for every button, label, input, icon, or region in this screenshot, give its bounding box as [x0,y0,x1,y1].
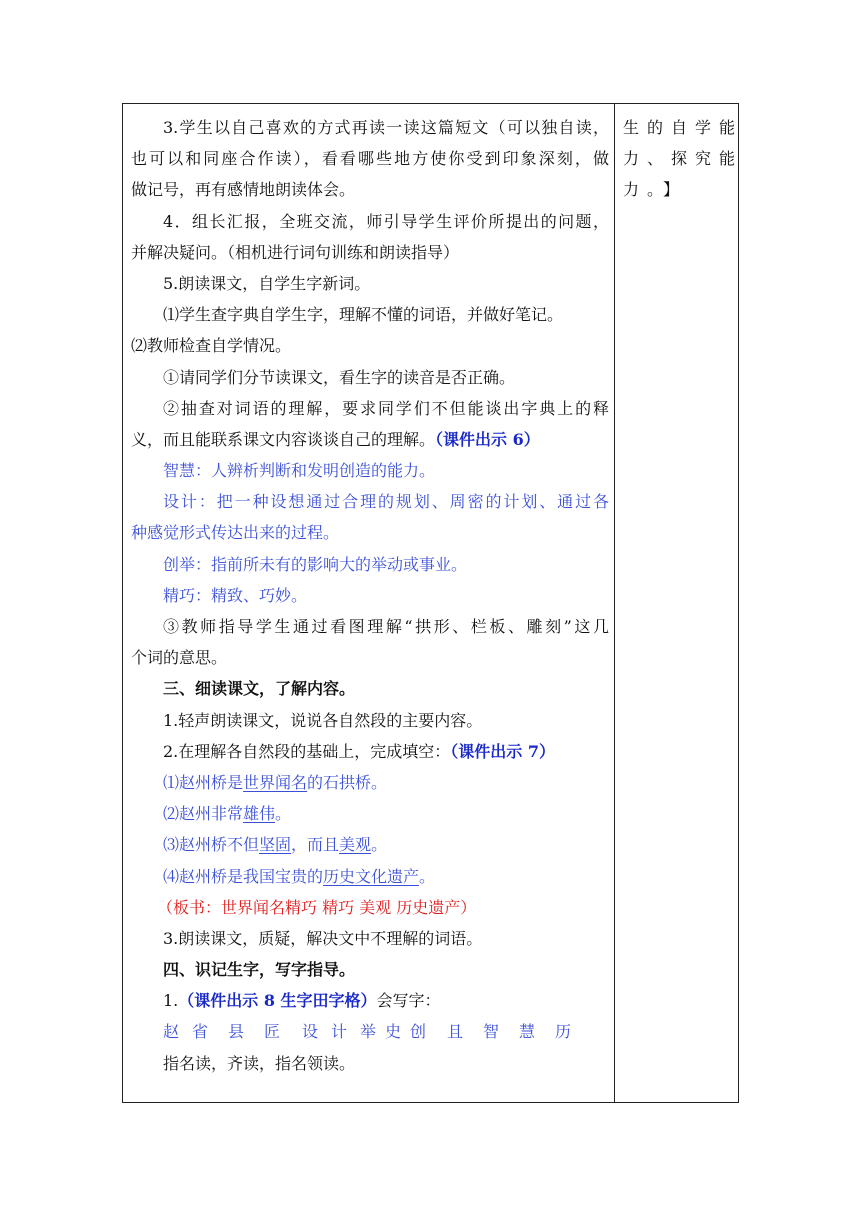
fill-blank-line [131,861,609,892]
paragraph-line: 并解决疑问。（相机进行词句训练和朗读指导） [131,242,460,262]
character: 计 [331,1022,348,1042]
character: 史 [385,1022,402,1042]
blank-text: 的石拱桥。 [307,772,388,792]
paragraph-line: ⑴学生查字典自学生字，理解不懂的词语，并做好笔记。 [163,305,564,325]
paragraph-text: 2.在理解各自然段的基础上，完成填空： [163,741,451,761]
blank-text: ⑵赵州非常 [163,804,244,824]
blank-text: 。 [275,804,292,824]
paragraph-text: 会写字： [376,991,441,1011]
courseware-label: （课件出示 7） [450,741,555,761]
blank-answer: 坚固 [259,835,292,855]
blank-text: ⑷赵州桥是我国宝贵的 [163,866,324,886]
column-divider [614,104,615,1102]
side-note-line: 生的自学能 [623,118,744,137]
paragraph-line: 3.学生以自己喜欢的方式再读一读这篇短文（可以独自读， [163,118,609,137]
paragraph-text: 义，而且能联系课文内容谈谈自己的理解。 [131,429,436,449]
lesson-table [122,103,744,1103]
blank-text: ⑴赵州桥是 [163,772,244,792]
section-heading: 三、细读课文，了解内容。 [163,679,356,699]
blank-answer: 美观 [339,835,372,855]
definition-line: 创举：指前所未有的影响大的举动或事业。 [163,554,468,574]
courseware-label: （课件出示 6） [435,429,540,449]
character: 历 [555,1022,572,1042]
blank-text: ⑶赵州桥不但 [163,835,260,855]
paragraph-line [131,985,609,1016]
fill-blank-line [131,798,609,829]
paragraph-line: 1.轻声朗读课文，说说各自然段的主要内容。 [163,710,483,730]
paragraph-line: ②抽查对词语的理解，要求同学们不但能谈出字典上的释 [163,398,609,418]
side-note-line: 力、探究能 [623,149,744,169]
board-note: （板书：世界闻名精巧 精巧 美观 历史遗产） [157,897,477,917]
character-list [131,1016,609,1047]
character: 举 [360,1022,377,1042]
character: 省 [192,1022,209,1042]
character: 智 [483,1022,500,1042]
paragraph-line: 4．组长汇报，全班交流，师引导学生评价所提出的问题， [163,211,609,231]
paragraph-line: ⑵教师检查自学情况。 [131,336,292,356]
side-column [623,112,744,206]
main-column [131,112,609,1079]
character: 慧 [519,1022,536,1042]
definition-line: 智慧：人辨析判断和发明创造的能力。 [163,461,436,481]
paragraph-line: 5.朗读课文，自学生字新词。 [163,273,371,293]
character: 创 [410,1022,427,1042]
paragraph-line [131,424,609,455]
paragraph-line: 指名读，齐读，指名领读。 [163,1053,356,1073]
fill-blank-line [131,767,609,798]
blank-text: 。 [419,866,436,886]
blank-answer: 历史文化遗产 [323,866,420,886]
character: 设 [302,1022,319,1042]
character: 且 [447,1022,464,1042]
blank-text: ，而且 [291,835,340,855]
paragraph-line: 3.朗读课文，质疑，解决文中不理解的词语。 [163,928,483,948]
side-note-line: 力。】 [623,180,688,200]
definition-line: 设计：把一种设想通过合理的规划、周密的计划、通过各 [163,492,609,512]
blank-answer: 世界闻名 [243,772,308,792]
courseware-label: （课件出示 8 生字田字格） [178,991,377,1011]
paragraph-line [131,736,609,767]
paragraph-line: 也可以和同座合作读），看看哪些地方使你受到印象深刻，做 [131,149,609,169]
paragraph-text: 1. [163,991,179,1011]
paragraph-line: 个词的意思。 [131,648,228,668]
fill-blank-line [131,829,609,860]
character: 匠 [264,1022,281,1042]
definition-line: 种感觉形式传达出来的过程。 [131,523,340,543]
character: 县 [228,1022,245,1042]
blank-answer: 雄伟 [243,804,276,824]
paragraph-line: ③教师指导学生通过看图理解“拱形、栏板、雕刻”这几 [163,617,609,636]
blank-text: 。 [371,835,388,855]
paragraph-line: ①请同学们分节读课文，看生字的读音是否正确。 [163,367,516,387]
paragraph-line: 做记号，再有感情地朗读体会。 [131,180,356,200]
character: 赵 [163,1022,180,1042]
section-heading: 四、识记生字，写字指导。 [163,960,356,980]
definition-line: 精巧：精致、巧妙。 [163,585,308,605]
